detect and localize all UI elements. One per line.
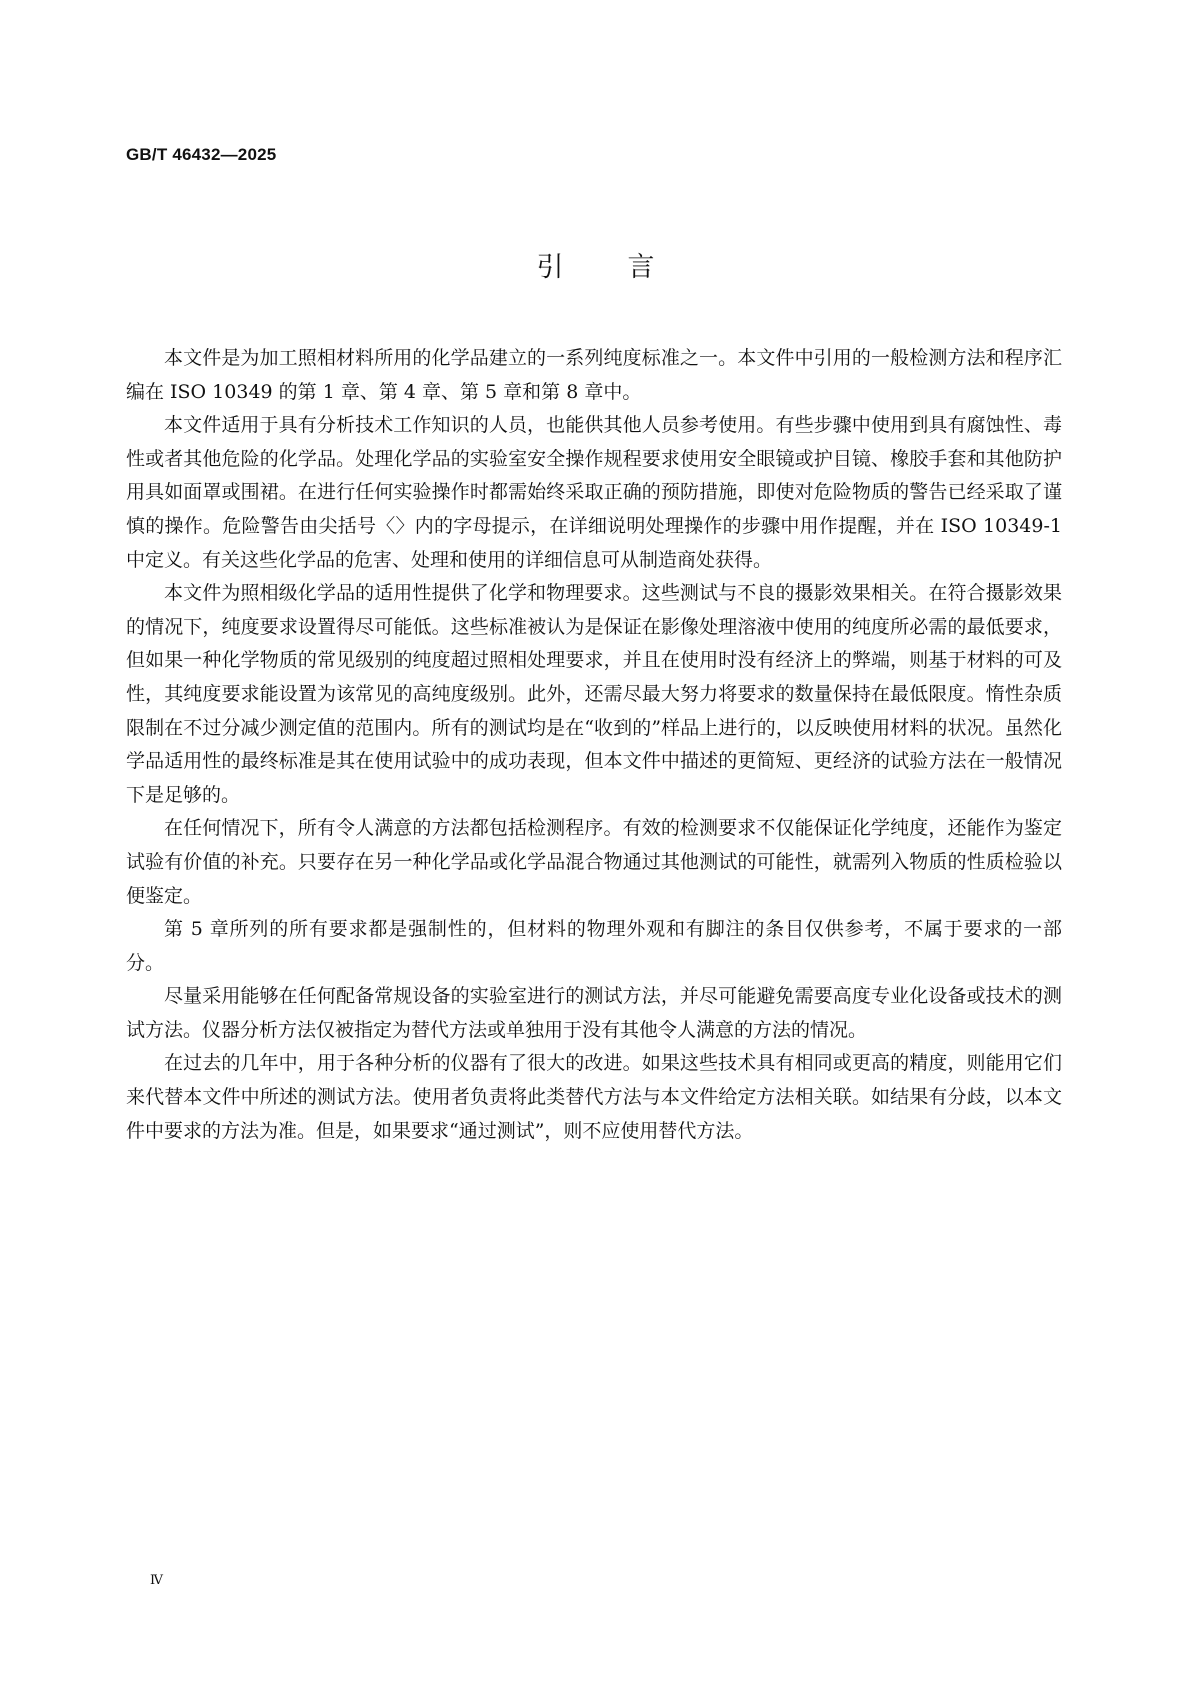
introduction-body <box>126 342 1062 1148</box>
paragraph: 尽量采用能够在任何配备常规设备的实验室进行的测试方法，并尽可能避免需要高度专业化设备或技术的测试方法。仪器分析方法仅被指定为替代方法或单独用于没有其他令人满意的方法的情况。 <box>126 985 1062 1041</box>
paragraph: 第 5 章所列的所有要求都是强制性的，但材料的物理外观和有脚注的条目仅供参考，不属于要求的一部分。 <box>126 918 1062 974</box>
page-number: Ⅳ <box>150 1573 163 1588</box>
paragraph: 本文件为照相级化学品的适用性提供了化学和物理要求。这些测试与不良的摄影效果相关。在符合摄影效果的情况下，纯度要求设置得尽可能低。这些标准被认为是保证在影像处理溶液中使用的纯度所必需的最低要求，但如果一种化学物质的常见级别的纯度超过照相处理要求，并且在使用时没有经济上的弊端，则基于材料的可及性，其纯度要求能设置为该常见的高纯度级别。此外，还需尽最大努力将要求的数量保持在最低限度。惰性杂质限制在不过分减少测定值的范围内。所有的测试均是在“收到的”样品上进行的，以反映使用材料的状况。虽然化学品适用性的最终标准是其在使用试验中的成功表现，但本文件中描述的更简短、更经济的试验方法在一般情况下是足够的。 <box>126 582 1062 806</box>
document-code: GB/T 46432—2025 <box>126 145 277 164</box>
paragraph: 在过去的几年中，用于各种分析的仪器有了很大的改进。如果这些技术具有相同或更高的精度，则能用它们来代替本文件中所述的测试方法。使用者负责将此类替代方法与本文件给定方法相关联。如结果有分歧，以本文件中要求的方法为准。但是，如果要求“通过测试”，则不应使用替代方法。 <box>126 1052 1062 1142</box>
paragraph: 本文件适用于具有分析技术工作知识的人员，也能供其他人员参考使用。有些步骤中使用到具有腐蚀性、毒性或者其他危险的化学品。处理化学品的实验室安全操作规程要求使用安全眼镜或护目镜、橡胶手套和其他防护用具如面罩或围裙。在进行任何实验操作时都需始终采取正确的预防措施，即使对危险物质的警告已经采取了谨慎的操作。危险警告由尖括号〈〉内的字母提示，在详细说明处理操作的步骤中用作提醒，并在 ISO 10349-1 中定义。有关这些化学品的危害、处理和使用的详细信息可从制造商处获得。 <box>126 414 1062 571</box>
paragraph: 在任何情况下，所有令人满意的方法都包括检测程序。有效的检测要求不仅能保证化学纯度，还能作为鉴定试验有价值的补充。只要存在另一种化学品或化学品混合物通过其他测试的可能性，就需列入物质的性质检验以便鉴定。 <box>126 817 1062 907</box>
page-title: 引言 <box>536 252 719 283</box>
paragraph: 本文件是为加工照相材料所用的化学品建立的一系列纯度标准之一。本文件中引用的一般检测方法和程序汇编在 ISO 10349 的第 1 章、第 4 章、第 5 章和第 8 章中。 <box>126 347 1062 403</box>
